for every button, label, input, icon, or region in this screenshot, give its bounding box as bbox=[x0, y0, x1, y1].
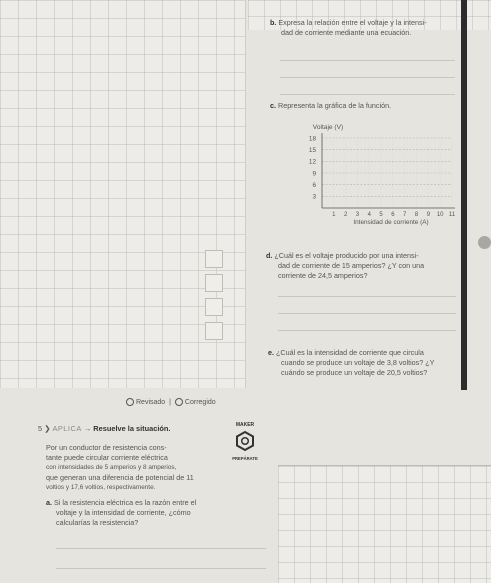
y-tick-label: 6 bbox=[312, 181, 316, 189]
y-tick-label: 3 bbox=[312, 193, 316, 201]
item-d-letter: d. bbox=[266, 251, 273, 260]
section5-p3: con intensidades de 5 amperios y 8 amperios, bbox=[46, 464, 177, 471]
section5-tag: APLICA bbox=[52, 424, 82, 433]
answer-line bbox=[56, 548, 266, 549]
revisado-checkbox[interactable] bbox=[126, 398, 134, 406]
item-e-line1 bbox=[268, 348, 424, 357]
item-b-text1: Expresa la relación entre el voltaje y la intensi- bbox=[278, 18, 427, 27]
answer-line bbox=[280, 94, 455, 95]
corregido-label: Corregido bbox=[184, 398, 216, 406]
margin-dot bbox=[478, 236, 491, 249]
item-e-text1: ¿Cuál es la intensidad de corriente que circula bbox=[276, 348, 424, 357]
item-b-line1 bbox=[270, 18, 427, 27]
y-tick-label: 12 bbox=[308, 158, 316, 166]
chart-svg bbox=[300, 124, 460, 248]
answer-line bbox=[278, 296, 456, 297]
item-d-text1: ¿Cuál es el voltaje producido por una intensi- bbox=[274, 251, 419, 260]
corregido-checkbox[interactable] bbox=[175, 398, 183, 406]
x-tick-label: 10 bbox=[436, 212, 444, 218]
x-axis-label: Intensidad de corriente (A) bbox=[353, 219, 429, 226]
answer-box bbox=[205, 298, 223, 316]
x-tick-label: 5 bbox=[379, 212, 383, 218]
section5-p1: Por un conductor de resistencia cons- bbox=[46, 443, 167, 452]
item-e-line2: cuando se produce un voltaje de 3,8 voltios? ¿Y bbox=[281, 358, 435, 367]
badge-bottom-text: PREPÁRATE bbox=[232, 456, 258, 461]
y-tick-label: 15 bbox=[308, 146, 316, 154]
answer-box bbox=[205, 322, 223, 340]
answer-box bbox=[205, 250, 223, 268]
item-a-text1: Si la resistencia eléctrica es la razón entre el bbox=[54, 498, 197, 507]
x-tick-label: 1 bbox=[332, 212, 336, 218]
answer-line bbox=[278, 330, 456, 331]
section5-marker-icon: ❯ bbox=[44, 424, 51, 433]
y-tick-label: 18 bbox=[308, 135, 316, 143]
section5-title: Resuelve la situación. bbox=[93, 424, 171, 433]
x-tick-label: 11 bbox=[448, 212, 456, 218]
voltage-chart bbox=[300, 124, 460, 248]
answer-boxes bbox=[205, 250, 223, 360]
item-b-line2: dad de corriente mediante una ecuación. bbox=[281, 28, 412, 37]
item-c-text: Representa la gráfica de la función. bbox=[278, 101, 392, 110]
item-e-line3: cuándo se produce un voltaje de 20,5 voltios? bbox=[281, 368, 428, 377]
x-tick-label: 3 bbox=[355, 212, 360, 218]
item-a-line2: voltaje y la intensidad de corriente, ¿cómo bbox=[56, 508, 191, 517]
section5-p4: que generan una diferencia de potencial de 11 bbox=[46, 473, 194, 482]
item-a-line3: calcularías la resistencia? bbox=[56, 518, 139, 527]
section5-number: 5 bbox=[38, 424, 43, 433]
section5-p2: tante puede circular corriente eléctrica bbox=[46, 453, 168, 462]
item-d-line3: corriente de 24,5 amperios? bbox=[278, 271, 368, 280]
item-c-letter: c. bbox=[270, 101, 276, 110]
separator: | bbox=[169, 398, 171, 406]
item-d-line1 bbox=[266, 251, 419, 260]
x-tick-label: 8 bbox=[414, 212, 419, 218]
y-axis-label: Voltaje (V) bbox=[312, 124, 344, 131]
arrow-icon: → bbox=[83, 424, 92, 433]
section5-p5: voltios y 17,6 voltios, respectivamente. bbox=[46, 484, 156, 491]
item-c-line bbox=[270, 101, 391, 110]
x-tick-label: 7 bbox=[403, 212, 407, 218]
item-b-letter: b. bbox=[270, 18, 277, 27]
maker-badge-icon bbox=[224, 418, 266, 464]
section5-header bbox=[38, 424, 171, 433]
answer-line bbox=[56, 568, 266, 569]
item-a-line1 bbox=[46, 498, 196, 507]
item-a-letter: a. bbox=[46, 498, 52, 507]
badge-top-text: MAKER bbox=[235, 422, 255, 428]
review-row bbox=[126, 398, 216, 406]
x-tick-label: 6 bbox=[391, 212, 395, 218]
answer-line bbox=[278, 313, 456, 314]
y-tick-label: 9 bbox=[312, 170, 316, 178]
revisado-label: Revisado bbox=[136, 398, 166, 406]
answer-line bbox=[280, 77, 455, 78]
x-tick-label: 4 bbox=[367, 212, 371, 218]
item-e-letter: e. bbox=[268, 348, 274, 357]
item-d-line2: dad de corriente de 15 amperios? ¿Y con una bbox=[278, 261, 425, 270]
bottom-right-grid-area bbox=[278, 465, 491, 583]
answer-line bbox=[280, 60, 455, 61]
x-tick-label: 9 bbox=[426, 212, 431, 218]
answer-box bbox=[205, 274, 223, 292]
page-divider-bar bbox=[461, 0, 467, 390]
x-tick-label: 2 bbox=[343, 212, 348, 218]
